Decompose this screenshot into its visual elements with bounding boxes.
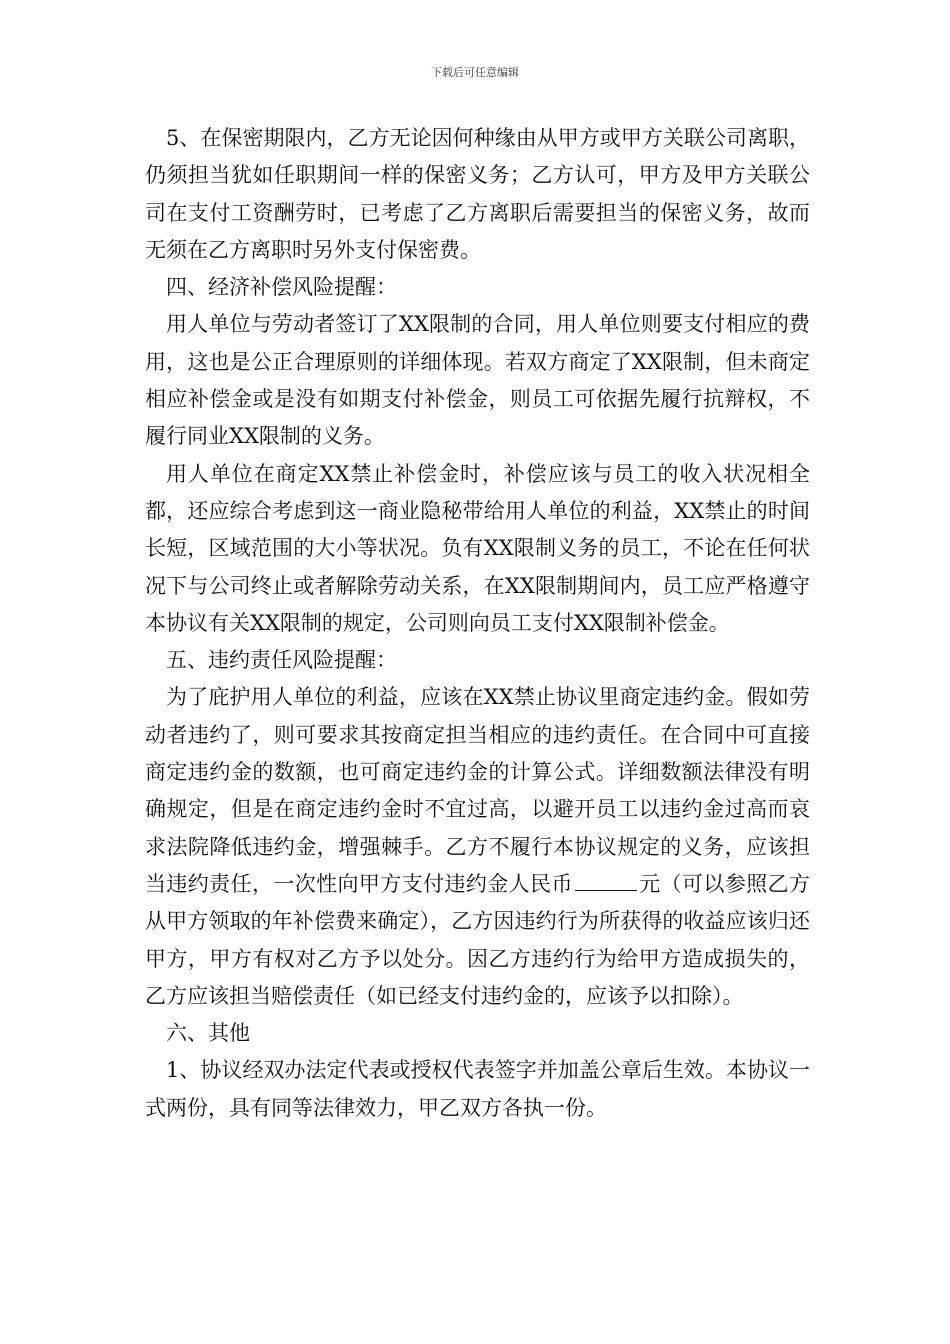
paragraph-compensation-2: 用人单位在商定XX禁止补偿金时，补偿应该与员工的收入状况相全都，还应综合考虑到这一商业隐秘带给用人单位的利益，XX禁止的时间长短，区域范围的大小等状况。负有XX限制义务的员工，不论在任何状况下与公司终止或者解除劳动关系，在XX限制期间内，员工应严格遵守本协议有关XX限制的规定，公司则向员工支付XX限制补偿金。 [145, 461, 810, 635]
paragraph-other-clause-1: 1、协议经双办法定代表或授权代表签字并加盖公章后生效。本协议一式两份，具有同等法律效力，甲乙双方各执一份。 [145, 1058, 810, 1120]
page-header: 下载后可任意编辑 [431, 66, 519, 79]
paragraph-liability-part1: 为了庇护用人单位的利益，应该在XX禁止协议里商定违约金。假如劳动者违约了，则可要求其按商定担当相应的违约责任。在合同中可直接商定违约金的数额，也可商定违约金的计算公式。详细数额法律没有明确规定，但是在商定违约金时不宜过高，以避开员工以违约金过高而哀求法院降低违约金，增强棘手。乙方不履行本协议规定的义务，应该担当违约责任，一次性向甲方支付违约金人民币 [145, 685, 810, 896]
heading-economic-compensation: 四、经济补偿风险提醒： [166, 275, 397, 300]
heading-liability: 五、违约责任风险提醒： [166, 648, 397, 673]
paragraph-liability [145, 679, 810, 1015]
paragraph-liability-part2: 元（可以参照乙方从甲方领取的年补偿费来确定），乙方因违约行为所获得的收益应该归还甲方，甲方有权对乙方予以处分。因乙方违约行为给甲方造成损失的，乙方应该担当赔偿责任（如已经支付违约金的，应该予以扣除）。 [145, 871, 811, 1008]
paragraph-confidentiality-clause-5: 5、在保密期限内，乙方无论因何种缘由从甲方或甲方关联公司离职，仍须担当犹如任职期间一样的保密义务；乙方认可，甲方及甲方关联公司在支付工资酬劳时，已考虑了乙方离职后需要担当的保密义务，故而无须在乙方离职时另外支付保密费。 [145, 126, 810, 262]
document-body [145, 120, 810, 1127]
heading-other: 六、其他 [166, 1021, 250, 1046]
amount-blank [575, 872, 637, 891]
paragraph-compensation-1: 用人单位与劳动者签订了XX限制的合同，用人单位则要支付相应的费用，这也是公正合理原则的详细体现。若双方商定了XX限制，但未商定相应补偿金或是没有如期支付补偿金，则员工可依据先履行抗辩权，不履行同业XX限制的义务。 [145, 312, 810, 449]
